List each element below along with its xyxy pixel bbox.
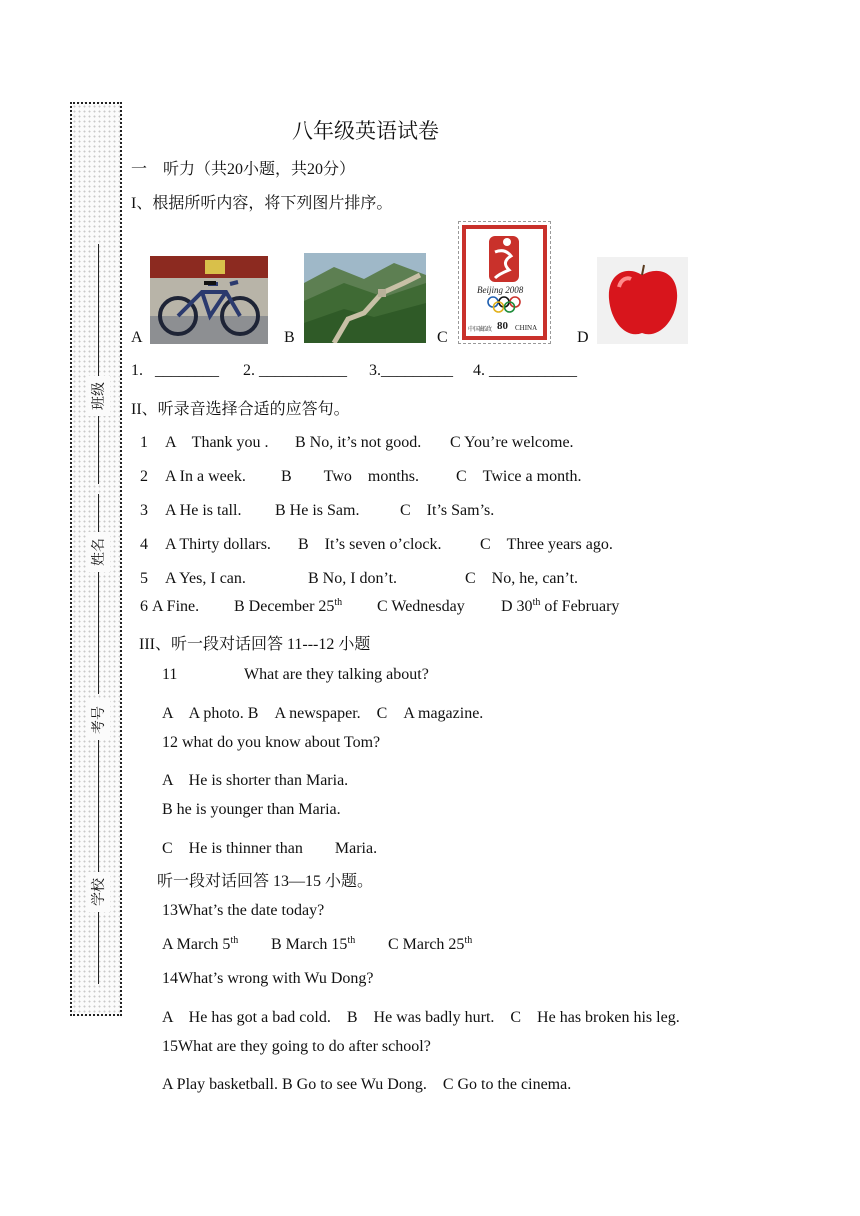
stamp-footer-left: 中国邮政	[468, 326, 493, 333]
option-b: B No, I don’t.	[308, 570, 398, 587]
option-c: C Wednesday	[377, 598, 465, 615]
answer-2-blank[interactable]: ___________	[259, 362, 347, 379]
option-c: C Twice a month.	[456, 468, 582, 485]
option-c: C Three years ago.	[480, 536, 613, 553]
bicycle-image	[150, 256, 268, 344]
question-number: 4	[140, 536, 148, 553]
answer-4-blank[interactable]: ___________	[489, 362, 577, 379]
option-b: B No, it’s not good.	[295, 434, 422, 451]
question-text: What are they talking about?	[244, 666, 429, 683]
exam-number-field-label: 考号	[86, 700, 110, 740]
answer-1-blank[interactable]: ________	[155, 362, 219, 379]
option-a: A In a week.	[165, 468, 246, 485]
option-d: D 30th of February	[501, 597, 620, 615]
option-a: A Yes, I can.	[165, 570, 246, 587]
picture-letter-d: D	[577, 329, 589, 346]
question-number: 11	[162, 666, 178, 683]
question-row	[140, 565, 578, 588]
question-row	[140, 429, 574, 452]
question-row	[140, 598, 619, 616]
question-row	[140, 463, 582, 486]
question-number: 3	[140, 502, 148, 519]
ordering-answers	[131, 362, 577, 380]
option-a: A Fine.	[152, 598, 200, 615]
answer-3-number: 3.	[369, 362, 381, 379]
option-c: C It’s Sam’s.	[400, 502, 495, 519]
apple-image	[597, 257, 688, 344]
answer-1-number: 1.	[131, 362, 143, 379]
question-number: 6	[140, 598, 148, 615]
part3-instruction: III、听一段对话回答 11---12 小题	[139, 636, 371, 653]
option-a: A Thirty dollars.	[165, 536, 271, 553]
question-12-option-c: C He is thinner than Maria.	[162, 840, 378, 857]
picture-letter-c: C	[437, 329, 448, 346]
name-field-line	[98, 494, 99, 694]
section-header: 一 听力（共20小题，共20分）	[131, 161, 356, 178]
binding-margin	[70, 102, 122, 1016]
question-14: 14What’s wrong with Wu Dong?	[162, 970, 374, 987]
question-12: 12 what do you know about Tom?	[162, 734, 381, 751]
option-b: B He is Sam.	[275, 502, 360, 519]
question-12-option-a: A He is shorter than Maria.	[162, 772, 349, 789]
question-15: 15What are they going to do after school?	[162, 1038, 431, 1055]
answer-4-number: 4.	[473, 362, 485, 379]
option-b: B It’s seven o’clock.	[298, 536, 442, 553]
class-field-label: 班级	[86, 376, 110, 416]
question-number: 2	[140, 468, 148, 485]
beijing-2008-stamp-image	[458, 221, 551, 344]
question-13: 13What’s the date today?	[162, 902, 325, 919]
option-b: B December 25th	[234, 597, 343, 615]
option-c: C March 25th	[388, 935, 473, 953]
option-b: B March 15th	[271, 935, 356, 953]
question-14-options: A He has got a bad cold. B He was badly hurt. C He has broken his leg.	[162, 1009, 680, 1026]
stamp-beijing-2008-text: Beijing 2008	[477, 285, 524, 295]
option-a: A Thank you .	[165, 434, 269, 451]
question-13-options	[162, 936, 472, 954]
picture-letter-a: A	[131, 329, 143, 346]
question-12-option-b: B he is younger than Maria.	[162, 801, 341, 818]
class-field-line	[98, 244, 99, 484]
great-wall-image	[304, 253, 426, 343]
name-field-label: 姓名	[86, 532, 110, 572]
stamp-value: 80	[497, 320, 508, 332]
option-a: A He is tall.	[165, 502, 242, 519]
question-15-options: A Play basketball. B Go to see Wu Dong. C Go to the cinema.	[162, 1076, 572, 1093]
part2-instruction: II、听录音选择合适的应答句。	[131, 401, 350, 418]
stamp-footer-right: CHINA	[515, 324, 538, 332]
question-11	[162, 666, 429, 684]
option-b: B Two months.	[281, 468, 420, 485]
question-11-options: A A photo. B A newspaper. C A magazine.	[162, 705, 484, 722]
page-title: 八年级英语试卷	[292, 119, 439, 143]
answer-3-blank[interactable]: _________	[381, 362, 453, 379]
question-row	[140, 531, 613, 554]
question-row	[140, 497, 494, 520]
option-c: C No, he, can’t.	[465, 570, 579, 587]
question-number: 5	[140, 570, 148, 587]
option-c: C You’re welcome.	[450, 434, 574, 451]
picture-letter-b: B	[284, 329, 295, 346]
school-field-label: 学校	[86, 872, 110, 912]
part1-instruction: I、根据所听内容，将下列图片排序。	[131, 195, 393, 212]
question-number: 1	[140, 434, 148, 451]
answer-2-number: 2.	[243, 362, 255, 379]
part3-instruction-2: 听一段对话回答 13—15 小题。	[157, 873, 374, 890]
option-a: A March 5th	[162, 935, 239, 953]
